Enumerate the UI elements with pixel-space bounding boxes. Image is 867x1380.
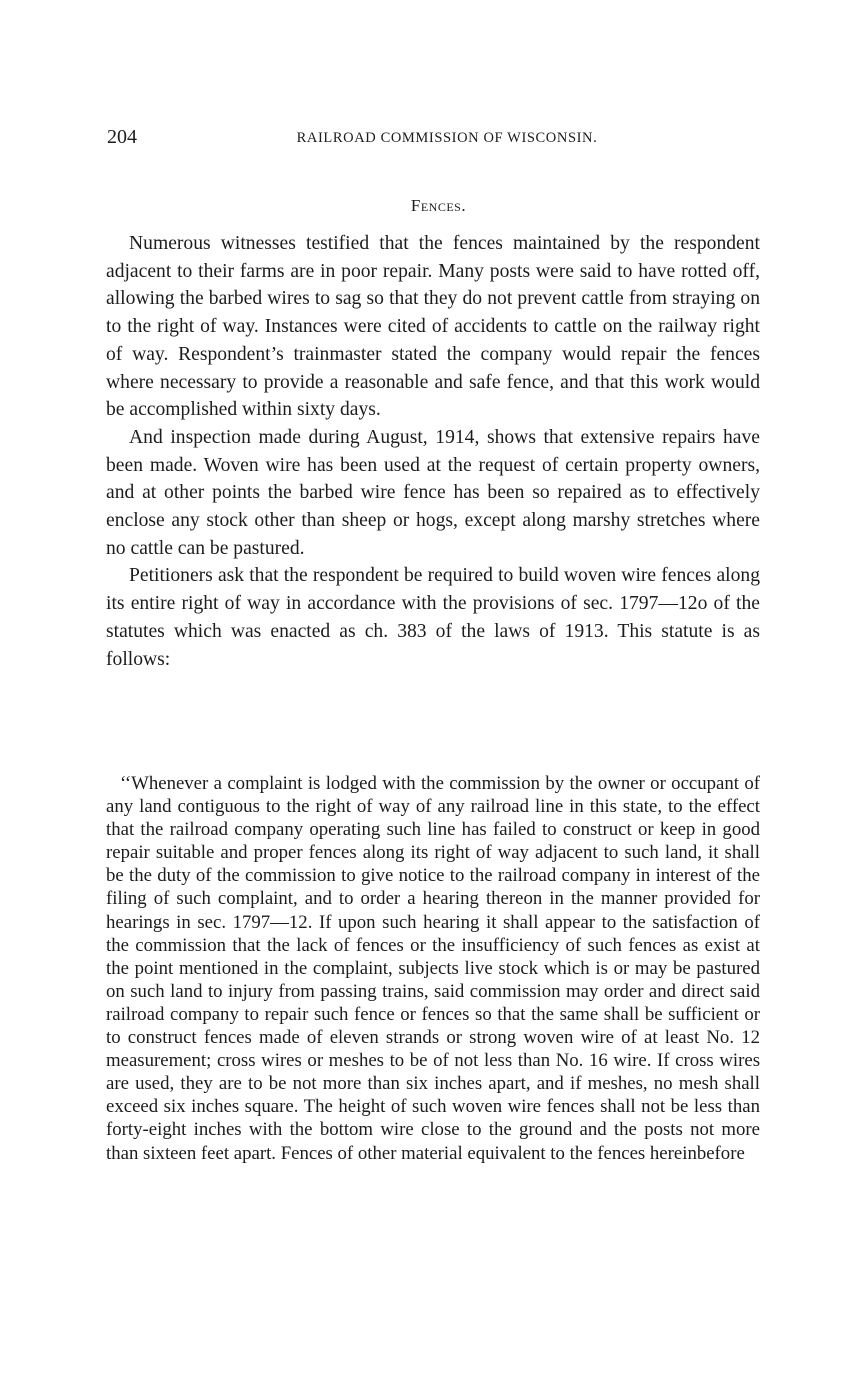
statute-quotation bbox=[106, 772, 760, 1165]
page-header bbox=[107, 124, 757, 150]
paragraph: And inspection made during August, 1914, shows that extensive repairs have been made. Woven wire has been used at the request of certain property owners, and at other points the barbed wire fence has been so repaired as to effectively enclose any stock other than sheep or hogs, except along marshy stretches where no cattle can be pastured. bbox=[106, 426, 760, 559]
body-text bbox=[106, 230, 760, 673]
page-number: 204 bbox=[107, 126, 137, 148]
running-head: RAILROAD COMMISSION OF WISCONSIN. bbox=[296, 130, 598, 146]
quotation-text: ‘‘Whenever a complaint is lodged with the commission by the owner or occupant of any land contiguous to the right of way of any railroad line in this state, to the effect that the railroad company operating such line has failed to construct or keep in good repair suitable and proper fences along its right of way adjacent to such land, it shall be the duty of the commission to give notice to the railroad company in interest of the filing of such complaint, and to order a hearing thereon in the manner provided for hearings in sec. 1797—12. If upon such hearing it shall appear to the satisfaction of the commission that the lack of fences or the insufficiency of such fences as exist at the point mentioned in the complaint, subjects live stock which is or may be pastured on such land to injury from passing trains, said commission may order and direct said railroad company to repair such fence or fences so that the same shall be sufficient or to construct fences made of eleven strands or strong woven wire of at least No. 12 measurement; cross wires or meshes to be of not less than No. 16 wire. If cross wires are used, they are to be not more than six inches apart, and if meshes, no mesh shall exceed six inches square. The height of such woven wire fences shall not be less than forty-eight inches with the bottom wire close to the ground and the posts not more than sixteen feet apart. Fences of other material equivalent to the fences hereinbefore bbox=[106, 773, 760, 1164]
section-title: Fences. bbox=[410, 196, 467, 215]
paragraph: Petitioners ask that the respondent be required to build woven wire fences along its entire right of way in accordance with the provisions of sec. 1797—12o of the statutes which was enacted as ch. 383 of the laws of 1913. This statute is as follows: bbox=[106, 565, 760, 670]
paragraph: Numerous witnesses testified that the fences maintained by the respondent adjacent to their farms are in poor repair. Many posts were said to have rotted off, allowing the barbed wires to sag so that they do not prevent cattle from straying on to the right of way. Instances were cited of accidents to cattle on the railway right of way. Respondent’s trainmaster stated the company would repair the fences where necessary to provide a reasonable and safe fence, and that this work would be accomplished within sixty days. bbox=[106, 233, 760, 421]
